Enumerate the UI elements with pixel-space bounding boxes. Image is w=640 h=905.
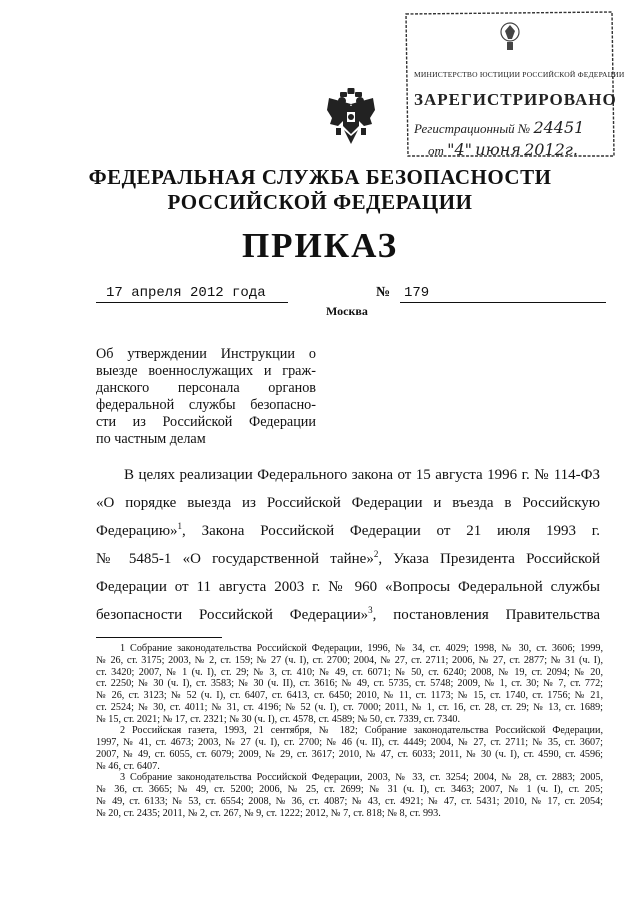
footnote-line: ст. 2524; № 30, ст. 4011; № 31, ст. 4196; № 52 (ч. I), ст. 7000; 2011, № 1, ст. 16, ст. 28, ст. 29; № 13, ст. 1689; <box>96 701 603 713</box>
body-line <box>96 545 600 573</box>
stamp-reg-number: 24451 <box>533 118 585 137</box>
footnote-line: № 26, ст. 3175; 2003, № 2, ст. 159; № 27 (ч. I), ст. 2700; 2004, № 27, ст. 2711; 2006, № 27, ст. 2877; № 31 (ч. I), <box>96 654 603 666</box>
registration-stamp <box>404 10 625 159</box>
stamp-date-year: 2012г. <box>524 140 578 159</box>
subject-line: Об утверждении Инструкции о <box>96 346 316 362</box>
footnote-line: 2007, № 49, ст. 6055, ст. 6079; 2009, № 29, ст. 3617; 2010, № 47, ст. 6033; 2011, № 30 (ч. I), ст. 4590, ст. 4596; <box>96 748 603 760</box>
footnote-line: ст. 2250; № 30 (ч. I), ст. 3583; № 30 (ч. II), ст. 3616; № 49, ст. 5735, ст. 5748; 2009, № 1, ст. 30; № 7, ст. 772; <box>96 678 603 690</box>
footnotes <box>96 643 603 819</box>
stamp-date-prefix: от <box>428 143 444 158</box>
org-name-line2: РОССИЙСКОЙ ФЕДЕРАЦИИ <box>167 190 473 214</box>
footnote-line: 1 Собрание законодательства Российской Федерации, 1996, № 34, ст. 4029; 1998, № 30, ст. 3606; 1999, <box>120 643 603 654</box>
stamp-date-line <box>414 140 578 159</box>
subject-line: данского персонала органов <box>96 380 316 396</box>
body-line <box>96 517 600 545</box>
stamp-date-day: "4" <box>447 140 473 159</box>
subject-line: федеральной службы безопасно- <box>96 397 316 413</box>
order-subject <box>96 346 316 448</box>
order-body <box>96 461 600 629</box>
footnote-line: 2 Российская газета, 1993, 21 сентября, № 182; Собрание законодательства Российской Федерации, <box>120 725 603 737</box>
footnote-line: ст. 3420; 2007, № 1 (ч. I), ст. 29; № 3, ст. 410; № 49, ст. 6071; № 50, ст. 6240; 2008, № 19, ст. 2094; № 20, <box>96 666 603 678</box>
footnote-line: 1997, № 41, ст. 4673; 2003, № 27 (ч. I), ст. 2700; № 46 (ч. II), ст. 4449; 2004, № 27, ст. 2711; № 35, ст. 3607; <box>96 737 603 748</box>
footnote-line: 3 Собрание законодательства Российской Федерации, 2003, № 33, ст. 3254; 2004, № 28, ст. 2883; 2005, <box>120 772 603 784</box>
stamp-reg-number-label: Регистрационный № <box>414 121 531 136</box>
stamp-reg-number-line <box>414 118 584 137</box>
body-line: Федерации от 11 августа 2003 г. № 960 «Вопросы Федеральной службы <box>96 579 600 595</box>
body-text: , постановления Правительства <box>372 607 600 623</box>
city: Москва <box>326 304 368 318</box>
body-text: Федерацию» <box>96 523 178 539</box>
footnote-ref: 1 <box>177 521 183 531</box>
subject-line: сти из Российской Федерации <box>96 414 316 430</box>
footnote-line: № 26, ст. 3123; № 52 (ч. I), ст. 6407, ст. 6413, ст. 6450; 2010, № 11, ст. 1173; № 15, ст. 1740, ст. 1756; № 21, <box>96 690 603 701</box>
body-text: безопасности Российской Федерации» <box>96 607 369 623</box>
body-line: В целях реализации Федерального закона от 15 августа 1996 г. № 114-ФЗ <box>124 467 600 483</box>
footnote-line: № 20, ст. 2435; 2011, № 2, ст. 267, № 9, ст. 1222; 2012, № 7, ст. 818; № 8, ст. 993. <box>96 807 441 819</box>
body-line <box>96 601 600 629</box>
org-name-line1: ФЕДЕРАЛЬНАЯ СЛУЖБА БЕЗОПАСНОСТИ <box>88 165 552 189</box>
footnote-divider <box>96 637 222 638</box>
body-text: № 5485-1 «О государственной тайне» <box>96 551 374 567</box>
document-type: ПРИКАЗ <box>241 226 399 265</box>
subject-line: по частным делам <box>96 431 206 447</box>
subject-line: выезде военнослужащих и граж- <box>96 363 316 379</box>
stamp-ministry-name: МИНИСТЕРСТВО ЮСТИЦИИ РОССИЙСКОЙ ФЕДЕРАЦИИ <box>414 70 625 79</box>
footnote-line: № 46, ст. 6407. <box>96 760 160 772</box>
order-number: 179 <box>400 284 606 303</box>
body-text: , Закона Российской Федерации от 21 июля 1993 г. <box>182 523 600 539</box>
state-emblem-icon <box>326 88 376 146</box>
stamp-registered-label: ЗАРЕГИСТРИРОВАНО <box>414 90 617 109</box>
order-number-label: № <box>376 285 391 300</box>
body-text: , Указа Президента Российской <box>378 551 600 567</box>
footnote-line: № 49, ст. 6133; № 53, ст. 6554; 2008, № 36, ст. 4087; № 43, ст. 4921; № 47, ст. 5431; 2010, № 17, ст. 2054; <box>96 795 603 807</box>
body-line: «О порядке выезда из Российской Федерации и въезда в Российскую <box>96 495 600 511</box>
footnote-ref: 3 <box>368 605 373 615</box>
footnote-line: № 36, ст. 3665; № 49, ст. 5200; 2006, № 25, ст. 2699; № 31 (ч. I), ст. 3463; 2007, № 1 (ч. I), ст. 205; <box>96 784 603 795</box>
order-date: 17 апреля 2012 года <box>96 284 288 303</box>
footnote-ref: 2 <box>373 549 379 559</box>
stamp-date-month: июня <box>475 140 521 159</box>
footnote-line: № 15, ст. 2021; № 17, ст. 2321; № 30 (ч. I), ст. 4578, ст. 4589; № 50, ст. 7339, ст. 7340. <box>96 713 461 725</box>
